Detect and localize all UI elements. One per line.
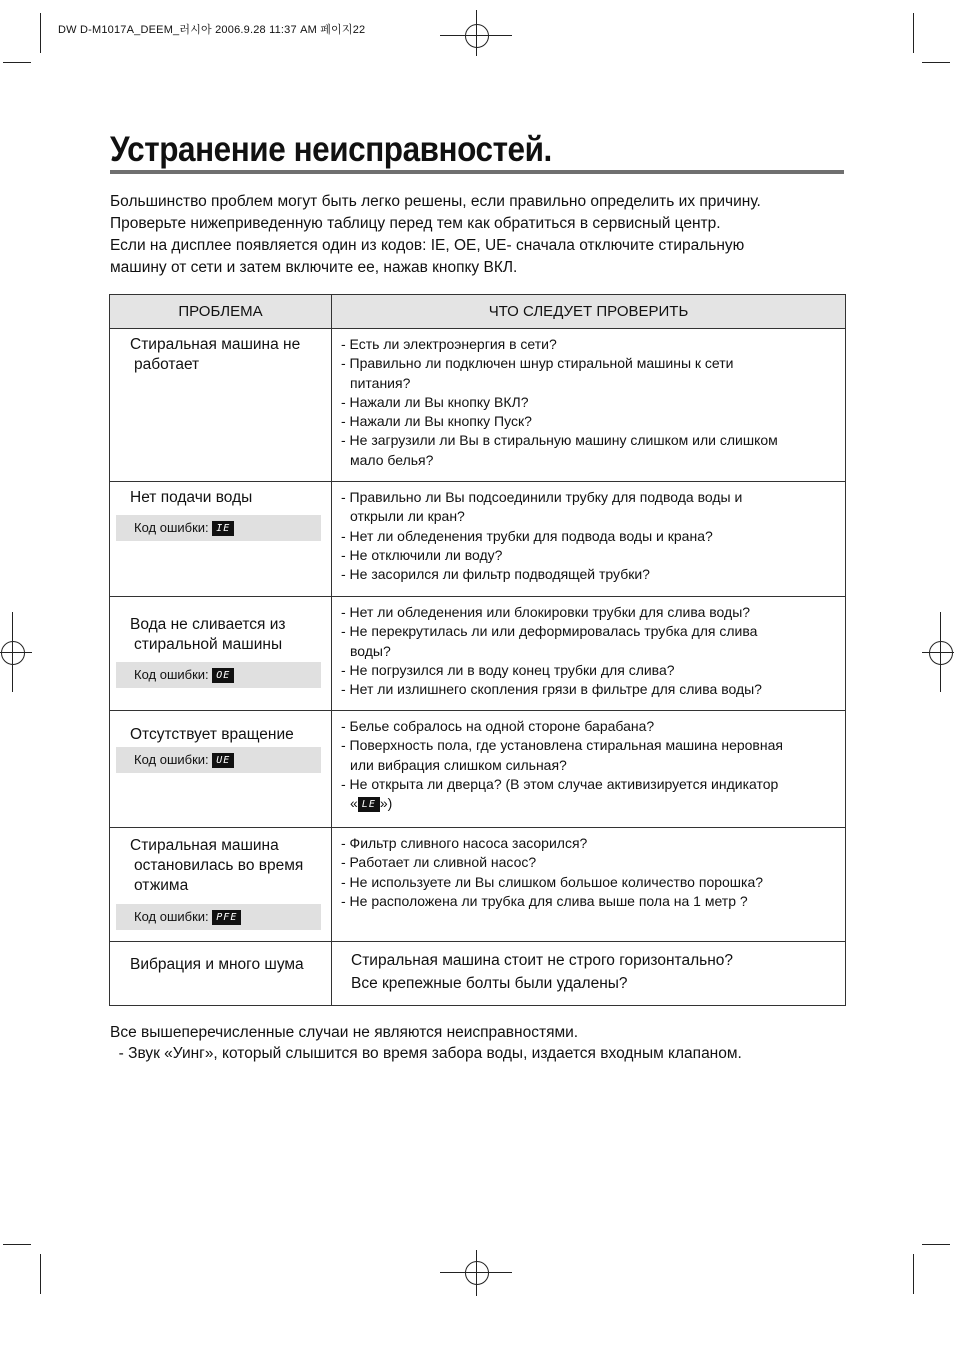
check-item-indicator (341, 794, 839, 813)
problem-cell (110, 329, 332, 482)
checks-cell (332, 828, 846, 942)
check-item: - Не отключили ли воду? (341, 546, 503, 563)
registration-mark (940, 612, 941, 692)
problem-text: отжима (134, 877, 189, 894)
check-item: - Не перекрутилась ли или деформировалась трубка для слива (341, 623, 758, 640)
error-code-box (116, 662, 321, 688)
indicator-code-badge: LE (358, 797, 380, 812)
check-item: - Не расположена ли трубка для слива выше пола на 1 метр ? (341, 892, 748, 909)
problem-text: работает (134, 356, 200, 373)
check-item: Стиральная машина стоит не строго горизонтально? (351, 952, 734, 969)
problem-text: Вибрация и много шума (130, 956, 304, 973)
error-code-box (116, 747, 321, 773)
troubleshooting-table (109, 294, 846, 1006)
check-item: - Есть ли электроэнергия в сети? (341, 336, 557, 352)
problem-cell (110, 711, 332, 828)
registration-mark (465, 1261, 489, 1285)
error-code-badge: PFE (212, 910, 241, 925)
checks-cell (332, 482, 846, 597)
registration-mark (929, 641, 953, 665)
check-item: воды? (350, 642, 391, 659)
registration-mark (922, 652, 954, 653)
error-code-label: Код ошибки: (134, 520, 209, 535)
registration-mark (465, 24, 489, 48)
error-code-badge: IE (212, 521, 234, 536)
check-item: - Не используете ли Вы слишком большое количество порошка? (341, 873, 764, 890)
table-header-row (110, 295, 846, 329)
check-item: - Поверхность пола, где установлена стиральная машина неровная (341, 737, 783, 754)
table-row (110, 828, 846, 942)
crop-mark (922, 62, 950, 63)
table-row (110, 329, 846, 482)
checks-cell (332, 942, 846, 1006)
problem-text: Нет подачи воды (130, 489, 253, 506)
problem-cell (110, 942, 332, 1006)
problem-cell (110, 482, 332, 597)
check-item: - Не открыта ли дверца? (В этом случае активизируется индикатор (341, 775, 779, 792)
check-item: питания? (350, 374, 411, 391)
column-header-check: ЧТО СЛЕДУЕТ ПРОВЕРИТЬ (332, 295, 846, 329)
check-item: - Нажали ли Вы кнопку Пуск? (341, 413, 532, 430)
problem-cell (110, 828, 332, 942)
intro-line: Если на дисплее появляется один из кодов: IE, OE, UE- сначала отключите стиральную (110, 237, 745, 254)
indicator-quote-close: ») (379, 795, 393, 812)
error-code-badge: OE (212, 668, 234, 683)
crop-mark (913, 1254, 914, 1294)
check-item: - Белье собралось на одной стороне барабана? (341, 718, 655, 734)
check-item: - Нет ли излишнего скопления грязи в фильтре для слива воды? (341, 681, 762, 698)
table-row (110, 942, 846, 1006)
footer-line: Все вышеперечисленные случаи не являются неисправностями. (110, 1024, 579, 1041)
check-item: - Нет ли обледенения трубки для подвода воды и крана? (341, 527, 713, 544)
column-header-problem: ПРОБЛЕМА (110, 295, 332, 329)
check-item: - Нет ли обледенения или блокировки трубки для слива воды? (341, 604, 751, 620)
problem-text: Стиральная машина не (130, 336, 301, 353)
crop-mark (922, 1244, 950, 1245)
intro-text (110, 191, 761, 279)
crop-mark (3, 1244, 31, 1245)
title-underline (110, 170, 844, 174)
checks-cell (332, 597, 846, 711)
problem-text: стиральной машины (134, 636, 283, 653)
problem-text: остановилась во время (134, 857, 304, 874)
print-header: DW D-M1017A_DEEM_러시아 2006.9.28 11:37 AM 페이지22 (58, 24, 366, 36)
footer-note (110, 1022, 742, 1064)
check-item: - Не засорился ли фильтр подводящей трубки? (341, 566, 650, 583)
table-row (110, 711, 846, 828)
crop-mark (3, 62, 31, 63)
intro-line: машину от сети и затем включите ее, нажав кнопку ВКЛ. (110, 259, 518, 276)
checks-cell (332, 329, 846, 482)
check-item: открыли ли кран? (350, 508, 465, 525)
crop-mark (40, 1254, 41, 1294)
intro-line: Проверьте нижеприведенную таблицу перед тем как обратиться в сервисный центр. (110, 215, 721, 232)
check-item: - Работает ли сливной насос? (341, 854, 537, 871)
check-item: или вибрация слишком сильная? (350, 756, 567, 773)
crop-mark (913, 13, 914, 53)
check-item: - Не загрузили ли Вы в стиральную машину слишком или слишком (341, 432, 778, 449)
crop-mark (40, 13, 41, 53)
indicator-quote-open: « (350, 795, 358, 812)
registration-mark (0, 652, 32, 653)
check-item: - Правильно ли Вы подсоединили трубку для подвода воды и (341, 489, 743, 505)
page-title: Устранение неисправностей. (110, 130, 552, 169)
check-item: - Нажали ли Вы кнопку ВКЛ? (341, 393, 529, 410)
check-item: - Фильтр сливного насоса засорился? (341, 835, 588, 851)
problem-cell (110, 597, 332, 711)
intro-line: Большинство проблем могут быть легко решены, если правильно определить их причину. (110, 193, 761, 210)
problem-text: Отсутствует вращение (130, 726, 294, 743)
error-code-label: Код ошибки: (134, 909, 209, 924)
registration-mark (1, 641, 25, 665)
error-code-badge: UE (212, 753, 234, 768)
error-code-box (116, 515, 321, 541)
checks-cell (332, 711, 846, 828)
problem-text: Вода не сливается из (130, 616, 286, 633)
problem-text: Стиральная машина (130, 837, 279, 854)
table-row (110, 597, 846, 711)
error-code-box (116, 904, 321, 930)
error-code-label: Код ошибки: (134, 752, 209, 767)
check-item: - Не погрузился ли в воду конец трубки для слива? (341, 661, 675, 678)
error-code-label: Код ошибки: (134, 667, 209, 682)
registration-mark (12, 612, 13, 692)
table-row (110, 482, 846, 597)
footer-line: - Звук «Уинг», который слышится во время забора воды, издается входным клапаном. (110, 1045, 742, 1062)
registration-mark (476, 10, 477, 56)
check-item: - Правильно ли подключен шнур стиральной машины к сети (341, 355, 734, 372)
check-item: Все крепежные болты были удалены? (351, 975, 628, 992)
registration-mark (476, 1250, 477, 1296)
check-item: мало белья? (350, 451, 434, 468)
